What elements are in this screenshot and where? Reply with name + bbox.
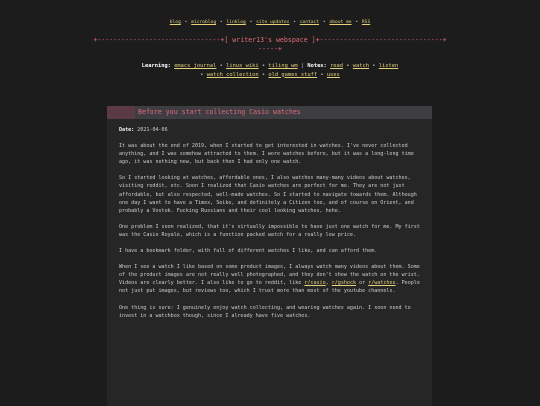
- notes-link-watch-collection[interactable]: watch collection: [206, 71, 259, 78]
- post-card: [107, 106, 432, 406]
- notes-separator: •: [372, 63, 376, 69]
- post-paragraph-reddit: [119, 263, 423, 295]
- notes-separator: •: [261, 71, 266, 78]
- post-date: 2021-04-06: [137, 127, 168, 133]
- notes-separator: •: [320, 71, 324, 78]
- notes-separator: •: [346, 63, 350, 69]
- notes-link-listen[interactable]: listen: [378, 63, 399, 69]
- nav-link-site-updates[interactable]: site updates: [256, 20, 290, 25]
- post-title: Before you start collecting Casio watches: [138, 108, 301, 116]
- notes-separator: •: [200, 71, 204, 78]
- notes-link-read[interactable]: read: [330, 63, 344, 69]
- post-paragraph: One problem I soon realized, that it's virtually impossible to have just one watch for me. My first was the Casio Royale, which is a function packed watch for a really low price.: [119, 223, 420, 238]
- nav-separator: •: [355, 20, 359, 25]
- post-paragraph: One thing is sure: I genuinely enjoy watch collecting, and wearing watches again. I soon need to invest in a watchbox though, since I already have five watches.: [119, 304, 411, 319]
- banner-line-1: +-------------------------------+[ writer13's webspace ]+-------------------------------+: [93, 36, 447, 44]
- nav-link-microblog[interactable]: microblog: [191, 20, 217, 25]
- banner-line-2: -----+: [258, 45, 282, 53]
- paragraph-text: or: [356, 280, 369, 287]
- nav-separator: •: [184, 20, 188, 25]
- nav-link-about-me[interactable]: about me: [329, 20, 352, 25]
- post-paragraph: It was about the end of 2019, when I started to get interested in watches. I've never collected anything, and I was somehow attracted to them. I wore watches before, but it was a long-long time ago, it was nothing new, but back then I had only one watch.: [119, 143, 414, 166]
- post-title-bar: [107, 106, 432, 119]
- learning-link-tiling-wm[interactable]: tiling wm: [268, 63, 298, 69]
- learning-link-emacs-journal[interactable]: emacs journal: [174, 63, 217, 69]
- date-label: Date:: [119, 127, 135, 133]
- learning-notes-bar: [0, 62, 540, 90]
- nav-separator: •: [322, 20, 326, 25]
- post-body: [119, 126, 423, 328]
- learning-separator: •: [261, 63, 266, 69]
- notes-link-watch[interactable]: watch: [352, 63, 370, 69]
- paragraph-text: . People not just put images, but reviews too, which I trust more than most of the youtube channels.: [119, 280, 420, 295]
- notes-link-old-games-stuff[interactable]: old games stuff: [268, 71, 318, 78]
- title-accent-block: [107, 106, 135, 119]
- post-paragraph: I have a bookmark folder, with full of different watches I like, and can afford them.: [119, 248, 378, 255]
- nav-link-blog[interactable]: blog: [169, 20, 181, 25]
- notes-label: Notes:: [307, 63, 327, 69]
- nav-separator: •: [219, 20, 223, 25]
- paragraph-text: ,: [325, 280, 332, 287]
- nav-link-contact[interactable]: contact: [299, 20, 320, 25]
- learning-divider: |: [300, 63, 305, 69]
- learning-link-linux-wiki[interactable]: linux wiki: [226, 63, 259, 69]
- notes-link-uses[interactable]: uses: [326, 71, 340, 78]
- nav-separator: •: [249, 20, 253, 25]
- top-navigation: [0, 0, 540, 36]
- link-r-casio[interactable]: r/casio: [304, 280, 326, 287]
- learning-label: Learning:: [141, 63, 171, 69]
- learning-separator: •: [219, 63, 223, 69]
- nav-separator: •: [293, 20, 296, 25]
- site-banner: [0, 36, 540, 62]
- link-r-gshock[interactable]: r/gshock: [331, 280, 357, 287]
- paragraph-text: When I see a watch I like based on some product images, I always watch many videos about them. Some of the product images are not really well photographed, and they don't show the watch on the wrist. Videos are clearly better. I also like to go to reddit, like: [119, 264, 420, 287]
- post-paragraph: So I started looking at watches, affordable ones, I also watches many-many videos about watches, visiting reddit, etc. Soon I realized that Casio watches are perfect for me. They are not just affordable, but also respected, well-made watches. So I started to navigate towards them. Although one day I want to have a Timex, Seiko, and definitely a Citizen too, and of course on Orient, and probably a Vostok. Fucking Russians and their cool looking watches, hehe.: [119, 175, 417, 214]
- link-r-watches[interactable]: r/watches: [368, 280, 396, 287]
- post-date-line: [119, 126, 423, 134]
- nav-link-rss[interactable]: RSS: [361, 20, 371, 25]
- nav-link-linklog[interactable]: linklog: [226, 20, 246, 25]
